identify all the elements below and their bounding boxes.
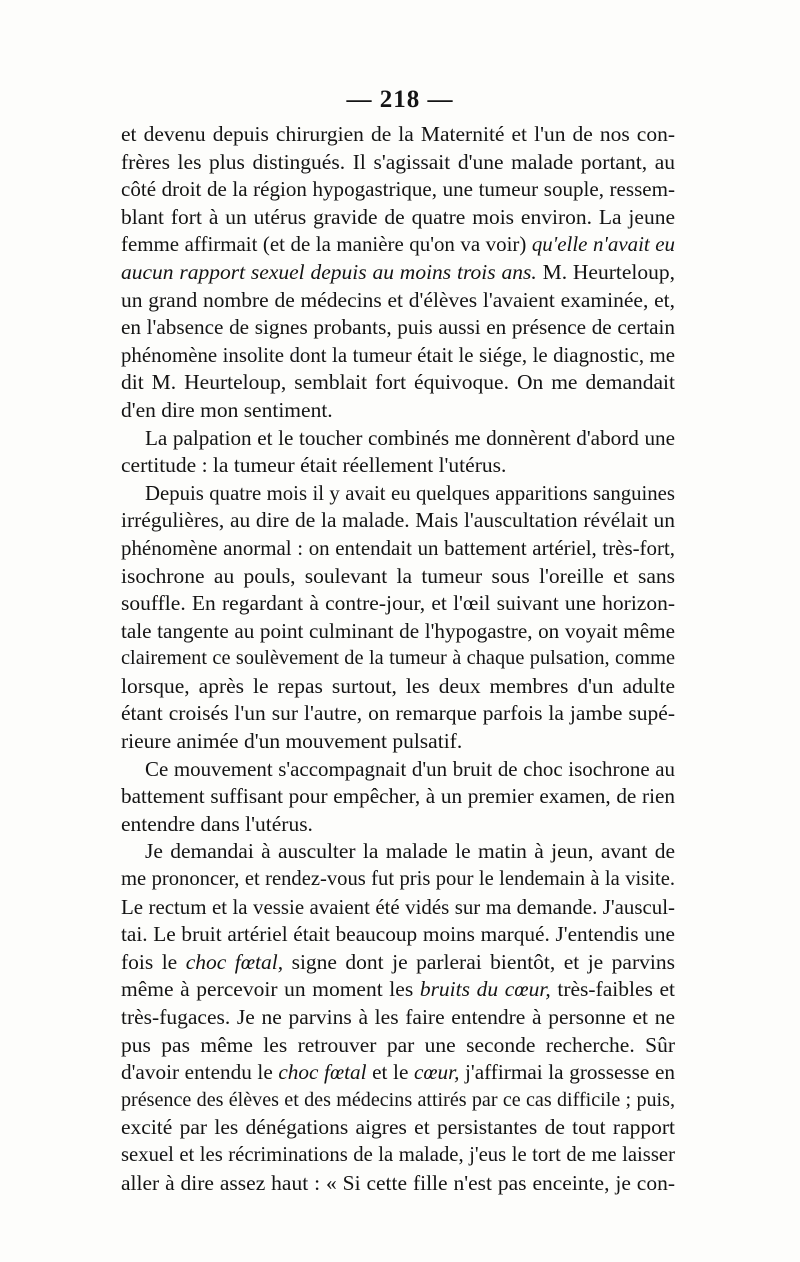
text-line: pus pas même les retrouver par une seconde recherche. Sûr <box>121 1032 675 1057</box>
text-line: Ce mouvement s'accompagnait d'un bruit de choc isochrone au <box>145 756 675 781</box>
italic-run: choc fœtal <box>278 1060 367 1085</box>
text-line <box>121 976 675 1004</box>
text-line: souffle. En regardant à contre-jour, et l'œil suivant une horizon- <box>121 591 675 616</box>
text-line: et devenu depuis chirurgien de la Maternité et l'un de nos con- <box>121 122 675 146</box>
text-line: lorsque, après le repas surtout, les deux membres d'un adulte <box>121 673 675 698</box>
text-line: très-fugaces. Je ne parvins à les faire entendre à personne et ne <box>121 1005 675 1029</box>
italic-run: aucun rapport sexuel depuis au moins trois ans. <box>121 259 537 284</box>
text-run: même à percevoir un moment les <box>121 977 420 1002</box>
text-line: Depuis quatre mois il y avait eu quelques apparitions sanguines <box>145 481 675 505</box>
text-line: frères les plus distingués. Il s'agissait d'une malade portant, au <box>121 149 675 174</box>
text-line: d'en dire mon sentiment. <box>121 397 333 422</box>
text-line: un grand nombre de médecins et d'élèves l'avaient examinée, et, <box>121 287 675 312</box>
text-line: étant croisés l'un sur l'autre, on remarque parfois la jambe supé- <box>121 701 675 726</box>
text-line: isochrone au pouls, soulevant la tumeur sous l'oreille et sans <box>121 563 675 588</box>
text-line: tale tangente au point culminant de l'hypogastre, on voyait même <box>121 618 675 643</box>
text-line: La palpation et le toucher combinés me donnèrent d'abord une <box>145 425 675 450</box>
page-number: — 218 — <box>346 86 454 113</box>
text-line: présence des élèves et des médecins attirés par ce cas difficile ; puis, <box>121 1088 675 1111</box>
text-line: certitude : la tumeur était réellement l'utérus. <box>121 453 507 478</box>
text-line: côté droit de la région hypogastrique, une tumeur souple, ressem- <box>121 177 675 202</box>
text-run: d'avoir entendu le <box>121 1060 279 1085</box>
text-run: j'affirmai la grossesse en <box>459 1060 675 1085</box>
italic-run: qu'elle n'avait eu <box>531 232 675 257</box>
text-line: dit M. Heurteloup, semblait fort équivoque. On me demandait <box>121 370 675 395</box>
italic-run: choc fœtal, <box>185 949 284 974</box>
text-line: tai. Le bruit artériel était beaucoup moins marqué. J'entendis une <box>121 922 675 947</box>
italic-run: bruits du cœur, <box>419 977 551 1002</box>
text-line: sexuel et les récriminations de la malade, j'eus le tort de me laisser <box>121 1143 675 1166</box>
text-line: entendre dans l'utérus. <box>121 811 313 836</box>
text-line <box>121 949 675 977</box>
text-line: Je demandai à ausculter la malade le matin à jeun, avant de <box>145 839 675 864</box>
text-run: femme affirmait (et de la manière qu'on va voir) <box>121 232 532 257</box>
text-line <box>121 1059 675 1087</box>
italic-run: cœur, <box>413 1060 460 1085</box>
text-run: signe dont je parlerai bientôt, et je parvins <box>283 949 675 974</box>
text-run: fois le <box>121 949 186 974</box>
text-line: aller à dire assez haut : « Si cette fille n'est pas enceinte, je con- <box>121 1170 675 1195</box>
text-line: clairement ce soulèvement de la tumeur à chaque pulsation, comme <box>121 647 675 670</box>
text-run: et le <box>366 1060 414 1085</box>
text-line: rieure animée d'un mouvement pulsatif. <box>121 729 463 754</box>
text-line: battement suffisant pour empêcher, à un premier examen, de rien <box>121 784 675 809</box>
text-line: excité par les dénégations aigres et persistantes de tout rapport <box>121 1115 675 1140</box>
body-text <box>121 121 675 1197</box>
text-line: phénomène insolite dont la tumeur était le siége, le diagnostic, me <box>121 342 675 367</box>
text-line <box>121 259 675 287</box>
text-line: en l'absence de signes probants, puis aussi en présence de certain <box>121 315 675 340</box>
text-line: phénomène anormal : on entendait un battement artériel, très-fort, <box>121 535 675 560</box>
text-line: Le rectum et la vessie avaient été vidés sur ma demande. J'auscul- <box>121 894 675 919</box>
text-line: irrégulières, au dire de la malade. Mais l'auscultation révélait un <box>121 508 675 533</box>
text-run: très-faibles et <box>550 977 675 1002</box>
text-line <box>121 231 675 259</box>
text-line: blant fort à un utérus gravide de quatre mois environ. La jeune <box>121 204 675 229</box>
text-line: me prononcer, et rendez-vous fut pris pour le lendemain à la visite. <box>121 868 675 891</box>
text-run: M. Heurteloup, <box>536 259 676 284</box>
